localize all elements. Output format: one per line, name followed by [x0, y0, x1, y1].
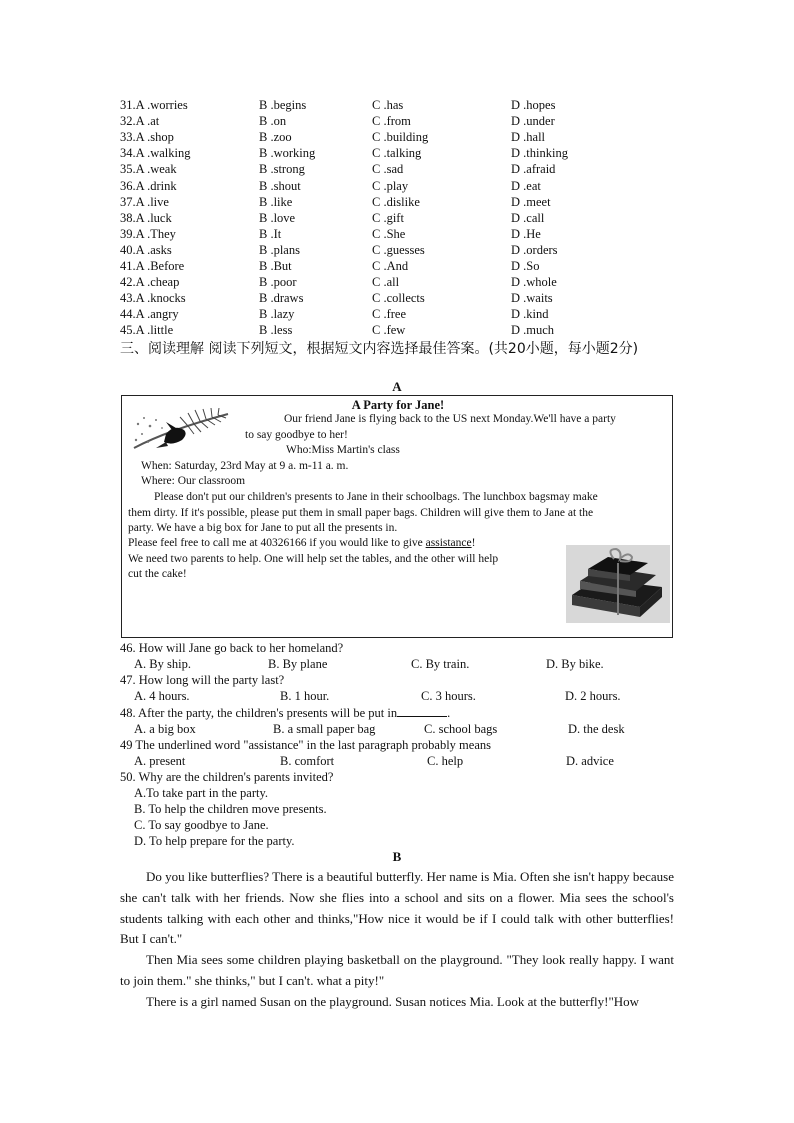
cloze-option-c[interactable]: C .building — [372, 130, 429, 145]
cloze-option-c[interactable]: C .collects — [372, 291, 425, 306]
q50-option-d[interactable]: D. To help prepare for the party. — [134, 834, 295, 848]
q48-option-c[interactable]: C. school bags — [424, 722, 498, 736]
q47-option-d[interactable]: D. 2 hours. — [565, 689, 621, 703]
cloze-option-c[interactable]: C .sad — [372, 162, 404, 177]
cloze-option-b[interactable]: B .shout — [259, 178, 301, 193]
bird-branch-illustration — [128, 408, 240, 456]
cloze-option-c[interactable]: C .all — [372, 275, 400, 290]
section-3-heading: 三、阅读理解 阅读下列短文，根据短文内容选择最佳答案。(共20小题，每小题2分) — [120, 341, 639, 357]
notice-line-2: to say goodbye to her! — [245, 429, 348, 441]
cloze-option-a[interactable]: 33.A .shop — [120, 130, 174, 145]
cloze-option-d[interactable]: D .hopes — [511, 98, 556, 112]
passage-b-paragraph-3: There is a girl named Susan on the playground. Susan notices Mia. Look at the butterfly!"How — [146, 994, 640, 1009]
cloze-option-c[interactable]: C .has — [372, 98, 404, 112]
cloze-option-a[interactable]: 39.A .They — [120, 226, 176, 241]
cloze-option-d[interactable]: D .thinking — [511, 146, 568, 161]
q47-option-a[interactable]: A. 4 hours. — [134, 689, 190, 703]
cloze-option-b[interactable]: B .begins — [259, 98, 307, 112]
cloze-option-d[interactable]: D .He — [511, 226, 541, 241]
cloze-option-a[interactable]: 36.A .drink — [120, 178, 177, 193]
cloze-option-a[interactable]: 32.A .at — [120, 114, 160, 129]
cloze-option-b[interactable]: B .It — [259, 226, 282, 241]
q48-option-d[interactable]: D. the desk — [568, 722, 625, 736]
cloze-option-b[interactable]: B .draws — [259, 291, 304, 306]
passage-b-paragraph-2: Then Mia sees some children playing basketball on the playground. "They look really happy. I want to join them." she thinks," but I can't. what a pity!" — [120, 952, 674, 988]
cloze-option-c[interactable]: C .guesses — [372, 242, 425, 257]
question-50-stem: 50. Why are the children's parents invited? — [120, 770, 334, 784]
cloze-option-a[interactable]: 43.A .knocks — [120, 291, 186, 306]
q46-option-a[interactable]: A. By ship. — [134, 657, 191, 671]
cloze-option-a[interactable]: 44.A .angry — [120, 307, 179, 322]
cloze-option-b[interactable]: B .on — [259, 114, 287, 129]
passage-b-paragraph-1: Do you like butterflies? There is a beautiful butterfly. Her name is Mia. Often she isn't happy because she can't talk with her friends. Now she flies into a school and sits on a flower. Mia sees the school's students talking with each other and thinks,"How nice it would be if I could talk with other butterflies! But I can't." — [120, 869, 674, 947]
cloze-option-d[interactable]: D .So — [511, 259, 540, 273]
q46-option-d[interactable]: D. By bike. — [546, 657, 604, 671]
q50-option-a[interactable]: A.To take part in the party. — [134, 786, 269, 800]
question-46-stem: 46. How will Jane go back to her homeland? — [120, 641, 344, 655]
notice-title: A Party for Jane! — [351, 398, 445, 412]
notice-para-3: party. We have a big box for Jane to put all the presents in. — [128, 522, 398, 534]
cloze-option-a[interactable]: 41.A .Before — [120, 259, 185, 273]
passage-b-label: B — [392, 849, 402, 864]
cloze-option-d[interactable]: D .much — [511, 323, 555, 338]
cloze-option-c[interactable]: C .And — [372, 259, 409, 273]
cloze-option-c[interactable]: C .talking — [372, 146, 422, 161]
cloze-option-b[interactable]: B .plans — [259, 242, 300, 257]
cloze-option-d[interactable]: D .whole — [511, 275, 557, 290]
cloze-option-c[interactable]: C .play — [372, 178, 409, 193]
q49-option-c[interactable]: C. help — [427, 754, 464, 768]
q48-option-b[interactable]: B. a small paper bag — [273, 722, 376, 736]
q47-option-c[interactable]: C. 3 hours. — [421, 689, 476, 703]
cloze-option-d[interactable]: D .under — [511, 114, 555, 129]
cloze-option-d[interactable]: D .waits — [511, 291, 553, 306]
cloze-option-a[interactable]: 40.A .asks — [120, 242, 172, 257]
notice-para-5: We need two parents to help. One will help set the tables, and the other will help — [128, 553, 499, 565]
cloze-option-a[interactable]: 42.A .cheap — [120, 275, 180, 290]
q49-option-d[interactable]: D. advice — [566, 754, 614, 768]
cloze-option-a[interactable]: 31.A .worries — [120, 98, 188, 112]
q47-option-b[interactable]: B. 1 hour. — [280, 689, 330, 703]
cloze-option-b[interactable]: B .love — [259, 210, 296, 225]
cloze-option-a[interactable]: 35.A .weak — [120, 162, 177, 177]
cloze-option-d[interactable]: D .orders — [511, 242, 558, 257]
q50-option-c[interactable]: C. To say goodbye to Jane. — [134, 818, 269, 832]
q46-option-c[interactable]: C. By train. — [411, 657, 470, 671]
cloze-option-c[interactable]: C .gift — [372, 210, 404, 225]
cloze-option-b[interactable]: B .strong — [259, 162, 305, 177]
cloze-option-a[interactable]: 34.A .walking — [120, 146, 191, 161]
cloze-option-c[interactable]: C .free — [372, 307, 407, 322]
question-49-stem: 49 The underlined word "assistance" in the last paragraph probably means — [120, 738, 491, 752]
party-notice-box — [121, 395, 673, 638]
cloze-option-d[interactable]: D .hall — [511, 130, 546, 145]
assistance-word: assistance — [425, 537, 472, 549]
answer-blank — [397, 704, 447, 717]
notice-line-1: Our friend Jane is flying back to the US next Monday.We'll have a party — [284, 413, 616, 425]
q49-option-a[interactable]: A. present — [134, 754, 186, 768]
cloze-option-d[interactable]: D .call — [511, 210, 545, 225]
notice-when: When: Saturday, 23rd May at 9 a. m-11 a. m. — [141, 460, 349, 472]
cloze-option-b[interactable]: B .working — [259, 146, 316, 161]
notice-para-1: Please don't put our children's presents to Jane in their schoolbags. The lunchbox bagsmay make — [154, 491, 598, 503]
gift-box-illustration — [566, 545, 670, 623]
cloze-option-b[interactable]: B .But — [259, 259, 292, 273]
q49-option-b[interactable]: B. comfort — [280, 754, 335, 768]
cloze-option-c[interactable]: C .few — [372, 323, 406, 338]
question-48-stem: 48. After the party, the children's presents will be put in . — [120, 706, 451, 720]
notice-where: Where: Our classroom — [141, 475, 246, 487]
cloze-option-b[interactable]: B .like — [259, 194, 293, 209]
cloze-option-a[interactable]: 37.A .live — [120, 194, 169, 209]
passage-a-label: A — [392, 379, 402, 394]
notice-para-4: Please feel free to call me at 40326166 if you would like to give assistance! — [128, 537, 476, 549]
notice-who: Who:Miss Martin's class — [286, 444, 400, 456]
cloze-option-d[interactable]: D .meet — [511, 194, 551, 209]
cloze-option-c[interactable]: C .from — [372, 114, 411, 129]
cloze-option-b[interactable]: B .less — [259, 323, 293, 338]
q48-option-a[interactable]: A. a big box — [134, 722, 196, 736]
cloze-option-d[interactable]: D .eat — [511, 178, 541, 193]
cloze-option-a[interactable]: 38.A .luck — [120, 210, 172, 225]
cloze-option-a[interactable]: 45.A .little — [120, 323, 174, 338]
q46-option-b[interactable]: B. By plane — [268, 657, 328, 671]
cloze-option-d[interactable]: D .kind — [511, 307, 549, 322]
cloze-option-b[interactable]: B .lazy — [259, 307, 295, 322]
question-47-stem: 47. How long will the party last? — [120, 673, 285, 687]
q50-option-b[interactable]: B. To help the children move presents. — [134, 802, 327, 816]
notice-para-6: cut the cake! — [128, 568, 187, 580]
cloze-option-c[interactable]: C .dislike — [372, 194, 420, 209]
cloze-option-c[interactable]: C .She — [372, 226, 406, 241]
cloze-option-d[interactable]: D .afraid — [511, 162, 556, 177]
cloze-option-b[interactable]: B .zoo — [259, 130, 292, 145]
notice-para-2: them dirty. If it's possible, please put them in small paper bags. Children will give them to Jane at the — [128, 507, 594, 519]
cloze-option-b[interactable]: B .poor — [259, 275, 297, 290]
